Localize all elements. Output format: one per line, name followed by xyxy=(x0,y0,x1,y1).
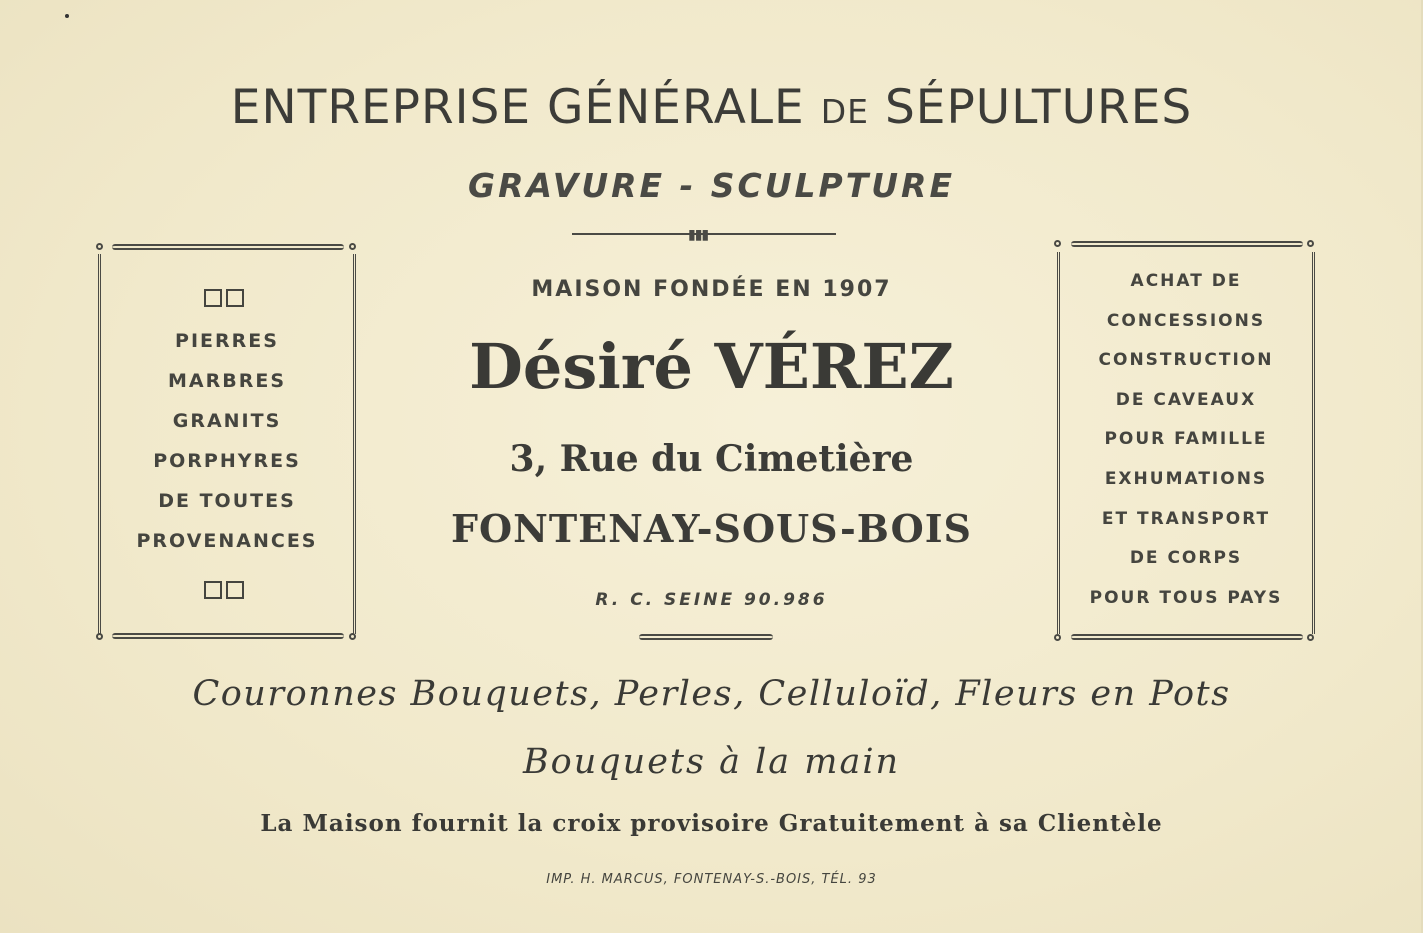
right-panel-corner-dot xyxy=(1054,240,1061,247)
street-address: 3, Rue du Cimetière xyxy=(509,438,914,480)
registration-number: R. C. SEINE 90.986 xyxy=(595,590,828,610)
right-panel-list xyxy=(1057,262,1315,618)
list-item: POUR TOUS PAYS xyxy=(1089,587,1283,608)
printer-imprint: IMP. H. MARCUS, FONTENAY-S.-BOIS, TÉL. 93 xyxy=(546,872,877,887)
list-item: CONCESSIONS xyxy=(1106,310,1266,331)
list-item: PROVENANCES xyxy=(136,530,318,552)
ink-speck xyxy=(65,14,69,18)
city-name: FONTENAY-SOUS-BOIS xyxy=(451,506,972,551)
bouquets-line: Bouquets à la main xyxy=(522,742,901,782)
list-item: DE CAVEAUX xyxy=(1115,389,1257,410)
list-item: ACHAT DE xyxy=(1130,271,1242,291)
list-item: POUR FAMILLE xyxy=(1104,429,1268,450)
list-item: DE CORPS xyxy=(1129,548,1243,569)
list-item: PORPHYRES xyxy=(153,450,301,472)
free-cross-notice: La Maison fournit la croix provisoire Gratuitement à sa Clientèle xyxy=(260,810,1163,837)
right-panel-corner-dot xyxy=(1054,634,1061,641)
list-item: ET TRANSPORT xyxy=(1101,508,1271,529)
card-title xyxy=(0,80,1423,135)
proprietor-name: Désiré VÉREZ xyxy=(469,330,954,403)
left-panel-corner-dot xyxy=(349,633,356,640)
left-panel-top-rule xyxy=(112,244,344,250)
left-panel-corner-dot xyxy=(96,633,103,640)
products-line: Couronnes Bouquets, Perles, Celluloïd, Fleurs en Pots xyxy=(192,674,1231,714)
list-item: PIERRES xyxy=(175,330,279,352)
left-panel-corner-dot xyxy=(96,243,103,250)
list-item: DE TOUTES xyxy=(158,490,296,512)
list-item: CONSTRUCTION xyxy=(1098,350,1274,371)
center-ornamental-rule xyxy=(639,634,773,640)
divider-ornament: ▮▮▮ xyxy=(688,227,709,243)
title-part-3: SÉPULTURES xyxy=(884,80,1193,135)
right-panel-corner-dot xyxy=(1307,634,1314,641)
right-panel-top-rule xyxy=(1071,241,1303,247)
title-part-2: DE xyxy=(820,92,869,131)
founded-line: MAISON FONDÉE EN 1907 xyxy=(531,277,892,302)
right-panel-bottom-rule xyxy=(1071,634,1303,640)
title-part-1: ENTREPRISE GÉNÉRALE xyxy=(230,80,805,135)
list-item: MARBRES xyxy=(167,370,287,392)
list-item: GRANITS xyxy=(172,410,282,432)
right-panel-corner-dot xyxy=(1307,240,1314,247)
card-subtitle: GRAVURE - SCULPTURE xyxy=(467,166,955,205)
left-panel-corner-dot xyxy=(349,243,356,250)
list-item: EXHUMATIONS xyxy=(1104,468,1268,489)
